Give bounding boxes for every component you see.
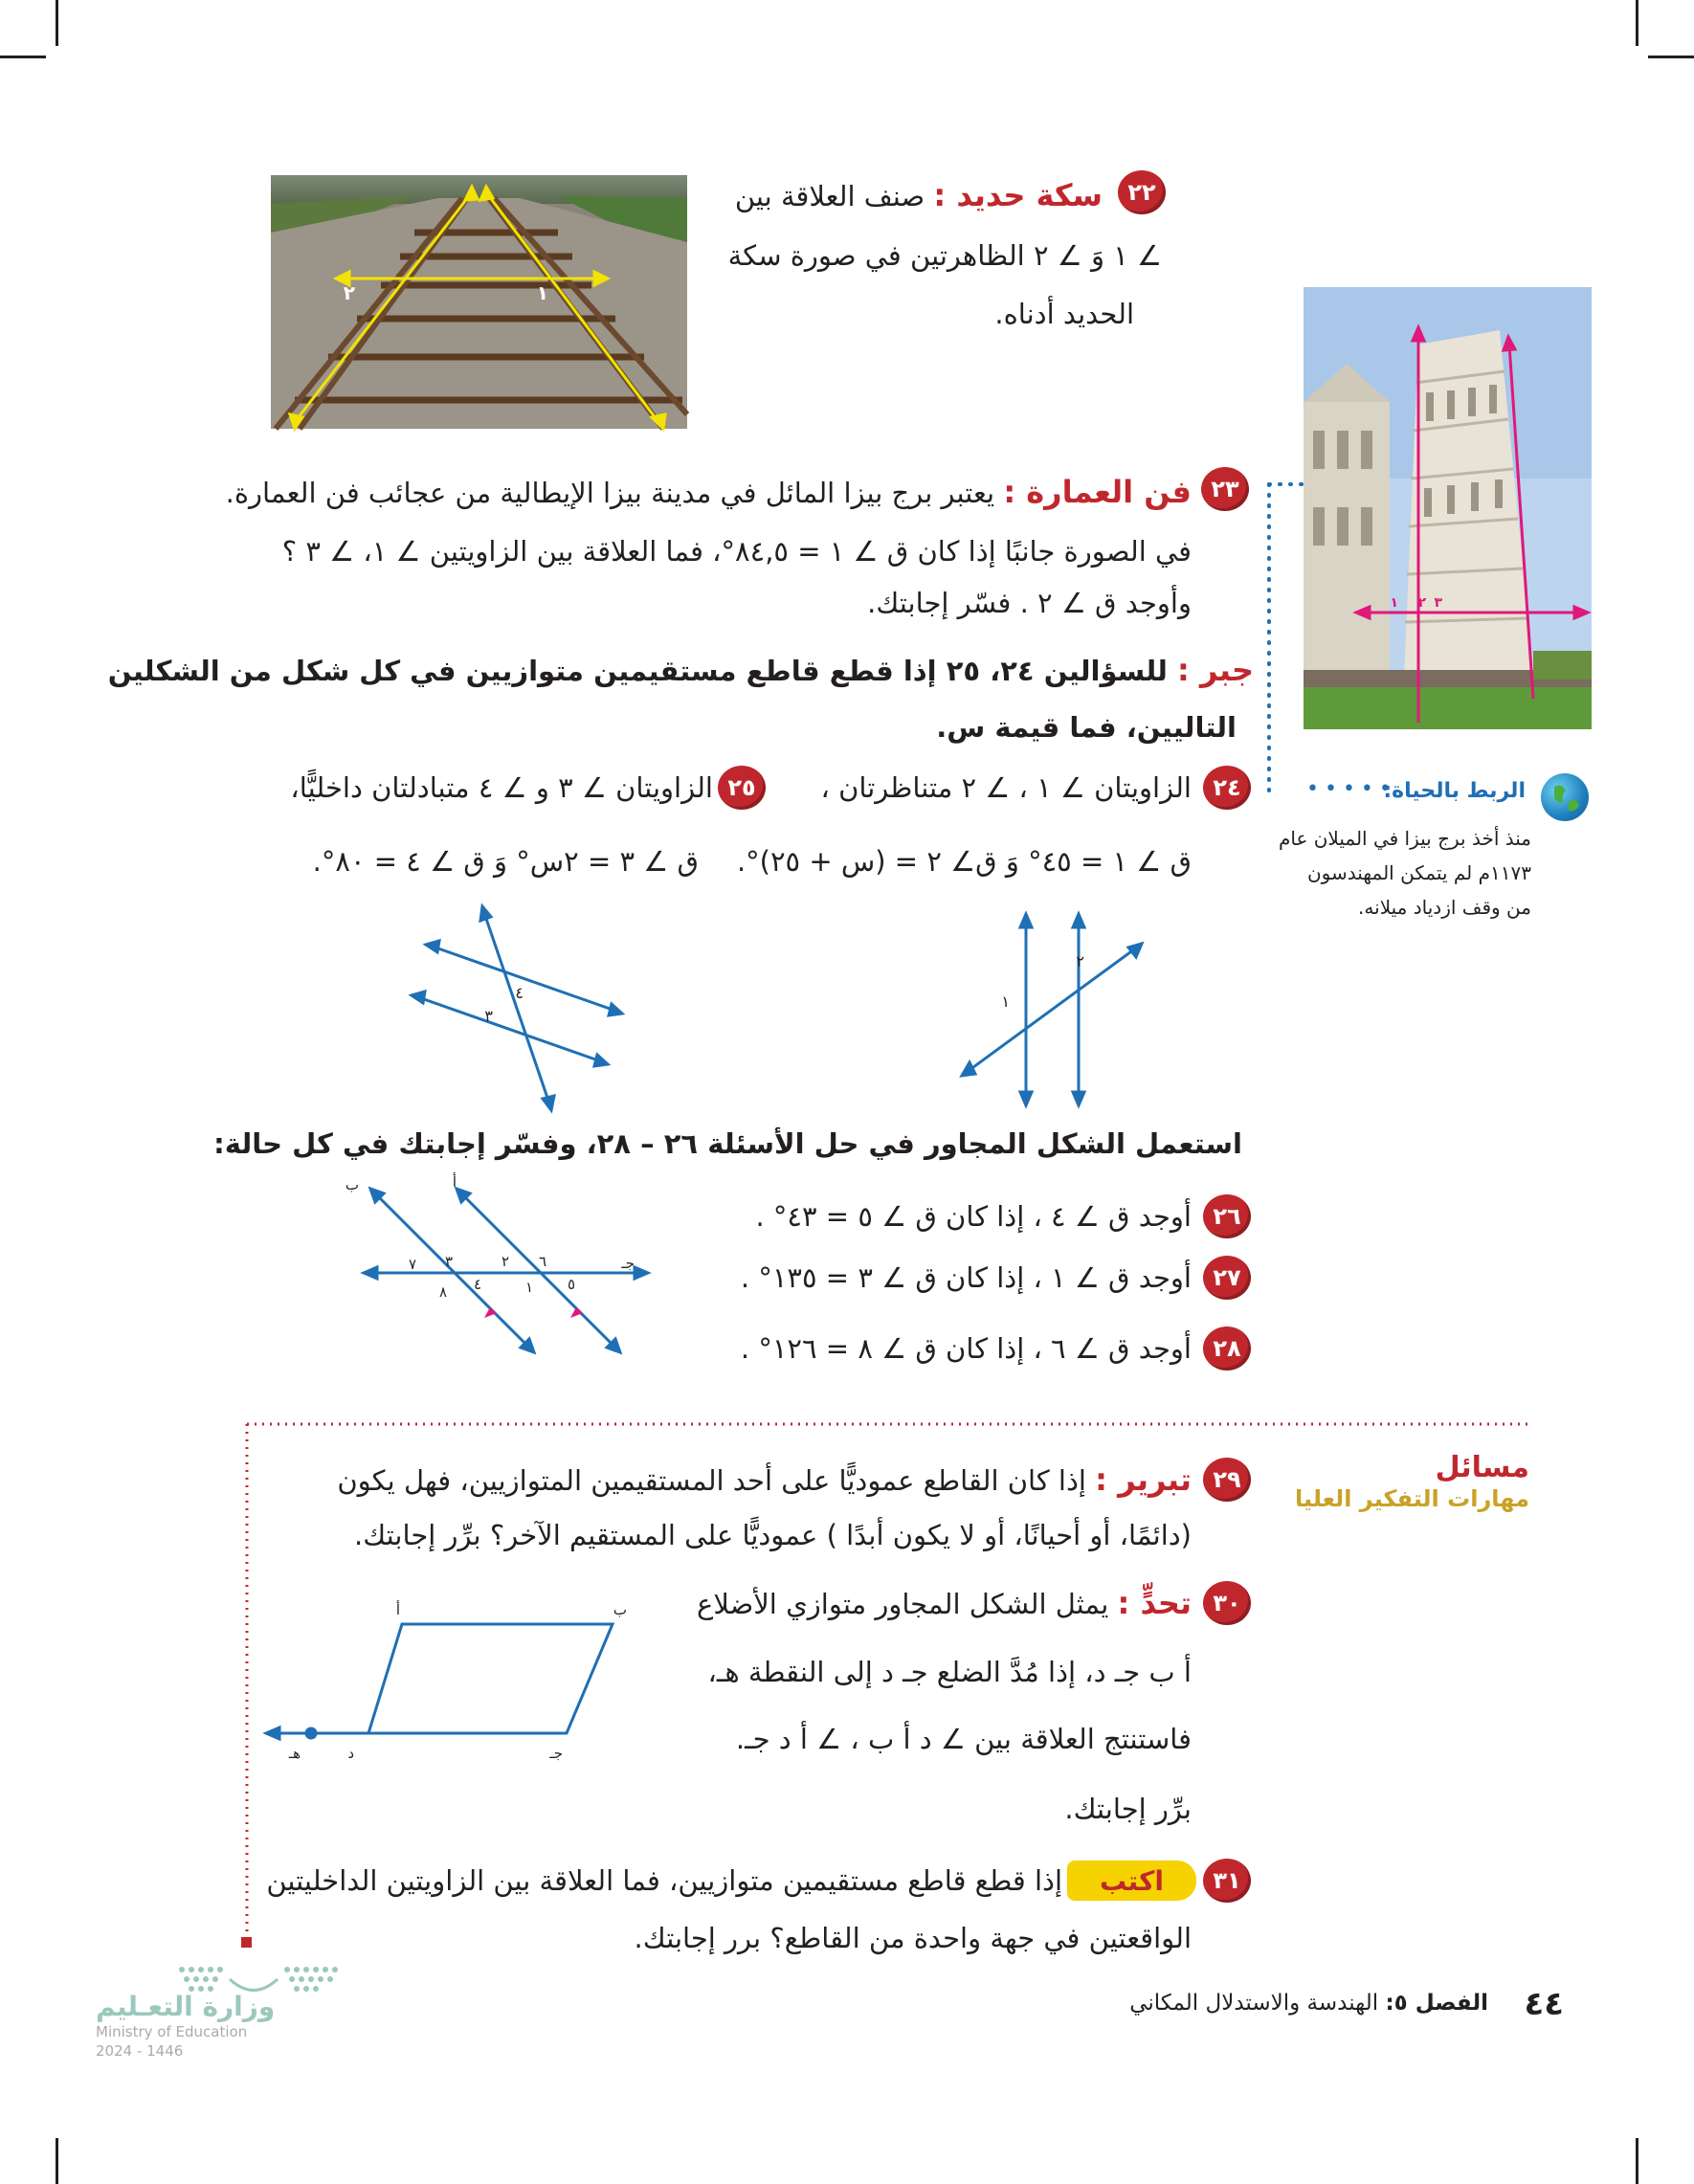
fig26-point-j: جـ: [621, 1255, 635, 1272]
fig24-angle-2: ٢: [1076, 952, 1084, 970]
problem-number: ٢٩: [1203, 1458, 1251, 1502]
fig26-angle-4: ٤: [473, 1276, 481, 1293]
problem-number: ٢٦: [1203, 1194, 1251, 1238]
problem-keyword: تحدٍّ :: [1117, 1585, 1192, 1621]
problem-24-line2: ق ∠ ١ = ٤٥° وَ ق∠ ٢ = (س + ٢٥)°.: [736, 845, 1192, 878]
problem-26-text: أوجد ق ∠ ٤ ، إذا كان ق ∠ ٥ = ٤٣° .: [755, 1200, 1192, 1233]
problem-number: ٢٥: [718, 766, 766, 810]
fig26-angle-8: ٨: [438, 1283, 447, 1301]
tower-angle-1: ١: [1390, 595, 1398, 611]
life-link-line: من وقف ازدياد ميلانه.: [1358, 896, 1531, 919]
fig24-angle-1: ١: [1001, 992, 1010, 1011]
crop-mark: [56, 0, 58, 46]
problem-number: ٢٤: [1203, 766, 1251, 810]
fig26-point-a: أ: [452, 1173, 457, 1191]
problem-number: ٢٣: [1201, 467, 1249, 511]
problem-30-line1: [697, 1574, 1192, 1633]
tower-angle-3: ٣: [1434, 595, 1442, 611]
hots-header: [1295, 1452, 1529, 1513]
fig26-angle-3: ٣: [444, 1253, 453, 1270]
problem-22-line2: ∠ ١ وَ ∠ ٢ الظاهرتين في صورة سكة: [727, 239, 1162, 272]
problem-30-line2: أ ب جـ د، إذا مُدَّ الضلع جـ د إلى النقطة هـ،: [707, 1656, 1192, 1688]
problem-31-line1: إذا قطع قاطع مستقيمين متوازيين، فما العلاقة بين الزاويتين الداخليتين: [266, 1864, 1062, 1897]
problem-23-line2: في الصورة جانبًا إذا كان ق ∠ ١ = ٨٤,٥°، فما العلاقة بين الزاويتين ∠ ١، ∠ ٣ ؟: [281, 535, 1192, 568]
figure-25: [407, 904, 646, 1115]
fig26-angle-1: ١: [524, 1279, 533, 1296]
fig26-angle-7: ٧: [408, 1256, 416, 1273]
fig26-angle-5: ٥: [567, 1276, 575, 1293]
problem-24-line1: الزاويتان ∠ ١ ، ∠ ٢ متناظرتان ،: [820, 771, 1192, 804]
problem-23-line1: [226, 463, 1192, 522]
fig25-angle-3: ٣: [484, 1007, 493, 1025]
crop-mark: [1636, 2138, 1638, 2184]
problem-number: ٢٢: [1118, 170, 1166, 214]
problem-keyword: تبرير :: [1095, 1461, 1192, 1498]
problem-keyword: جبر :: [1177, 652, 1254, 688]
use-figure-instruction: استعمل الشكل المجاور في حل الأسئلة ٢٦ – ٢٨، وفسّر إجابتك في كل حالة:: [213, 1127, 1242, 1160]
problem-25-line1: الزاويتان ∠ ٣ و ∠ ٤ متبادلتان داخليًّا،: [290, 771, 713, 804]
para-point-b: ب: [613, 1601, 627, 1618]
crop-mark: [1648, 56, 1694, 58]
dotted-connector: [1261, 477, 1319, 802]
fig25-angle-4: ٤: [515, 984, 524, 1002]
life-link-title: الربط بالحياة:: [1383, 779, 1526, 803]
figure-26: [345, 1172, 665, 1359]
para-point-j: جـ: [549, 1745, 563, 1762]
life-link-line: منذ أخذ برج بيزا في الميلان عام: [1278, 827, 1531, 850]
problem-31-line2: الواقعتين في جهة واحدة من القاطع؟ برر إجابتك.: [634, 1922, 1192, 1954]
problem-keyword: سكة حديد :: [933, 177, 1103, 213]
problem-text: يمثل الشكل المجاور متوازي الأضلاع: [697, 1588, 1109, 1620]
problem-text: صنف العلاقة بين: [734, 180, 925, 212]
railway-photo: [271, 175, 687, 429]
problem-text: للسؤالين ٢٤، ٢٥ إذا قطع قاطع مستقيمين متوازيين في كل شكل من الشكلين: [107, 655, 1168, 687]
ministry-name-ar: وزارة التعـليم: [96, 1991, 276, 2022]
tower-angle-2: ٢: [1417, 595, 1426, 611]
para-point-a: أ: [395, 1601, 400, 1618]
hots-title: مسائل: [1435, 1451, 1529, 1484]
chapter-footer: [1129, 1991, 1488, 2016]
problem-29-line2: (دائمًا، أو أحيانًا، أو لا يكون أبدًا ) عموديًّا على المستقيم الآخر؟ برِّر إجابتك.: [354, 1519, 1192, 1551]
problem-27-text: أوجد ق ∠ ١ ، إذا كان ق ∠ ٣ = ١٣٥° .: [740, 1261, 1192, 1294]
life-link-text: [1279, 821, 1531, 925]
fig26-angle-6: ٦: [538, 1253, 546, 1270]
problem-22-line3: الحديد أدناه.: [994, 298, 1134, 330]
rail-angle-2: ٢: [343, 281, 355, 304]
hots-subtitle: مهارات التفكير العليا: [1295, 1485, 1529, 1512]
para-point-d: د: [347, 1745, 354, 1762]
crop-mark: [56, 2138, 58, 2184]
para-point-h: هـ: [288, 1745, 301, 1762]
write-label: اكتب: [1067, 1861, 1196, 1901]
globe-icon: [1541, 773, 1589, 821]
edition-year: 2024 - 1446: [96, 2042, 184, 2060]
problem-number: ٢٧: [1203, 1256, 1251, 1300]
problem-29-line1: [337, 1451, 1192, 1509]
crop-mark: [1636, 0, 1638, 46]
rail-angle-1: ١: [536, 281, 548, 304]
algebra-intro-line1: [108, 641, 1254, 700]
problem-number: ٣٠: [1203, 1581, 1251, 1625]
problem-30-line4: برِّر إجابتك.: [1064, 1793, 1192, 1825]
problem-28-text: أوجد ق ∠ ٦ ، إذا كان ق ∠ ٨ = ١٢٦° .: [740, 1332, 1192, 1365]
figure-24: [952, 909, 1163, 1110]
chapter-title: الهندسة والاستدلال المكاني: [1129, 1991, 1379, 2016]
chapter-label: الفصل ٥:: [1385, 1991, 1488, 2016]
problem-30-line3: فاستنتج العلاقة بين ∠ د أ ب ، ∠ أ د جـ.: [735, 1723, 1192, 1755]
algebra-intro-line2: التاليين، فما قيمة س.: [936, 711, 1237, 744]
problem-text: إذا كان القاطع عموديًّا على أحد المستقيمين المتوازيين، فهل يكون: [337, 1464, 1086, 1497]
problem-23-line3: وأوجد ق ∠ ٢ . فسّر إجابتك.: [867, 587, 1192, 619]
page-number: ٤٤: [1524, 1985, 1564, 2023]
ministry-name-en: Ministry of Education: [96, 2023, 248, 2040]
fig26-point-b: ب: [345, 1176, 359, 1193]
life-link-line: ١١٧٣م لم يتمكن المهندسون: [1306, 861, 1531, 884]
figure-parallelogram: [258, 1593, 670, 1785]
dots-leader: •••••: [1306, 777, 1397, 801]
problem-keyword: فن العمارة :: [1003, 474, 1192, 510]
problem-text: يعتبر برج بيزا المائل في مدينة بيزا الإيطالية من عجائب فن العمارة.: [225, 477, 995, 509]
problem-25-line2: ق ∠ ٣ = ٢س° وَ ق ∠ ٤ = ٨٠°.: [312, 845, 699, 878]
problem-number: ٢٨: [1203, 1326, 1251, 1371]
crop-mark: [0, 56, 46, 58]
fig26-angle-2: ٢: [501, 1253, 509, 1270]
problem-number: ٣١: [1203, 1859, 1251, 1903]
problem-22-line1: [735, 167, 1103, 225]
pisa-tower-photo: [1304, 287, 1592, 729]
